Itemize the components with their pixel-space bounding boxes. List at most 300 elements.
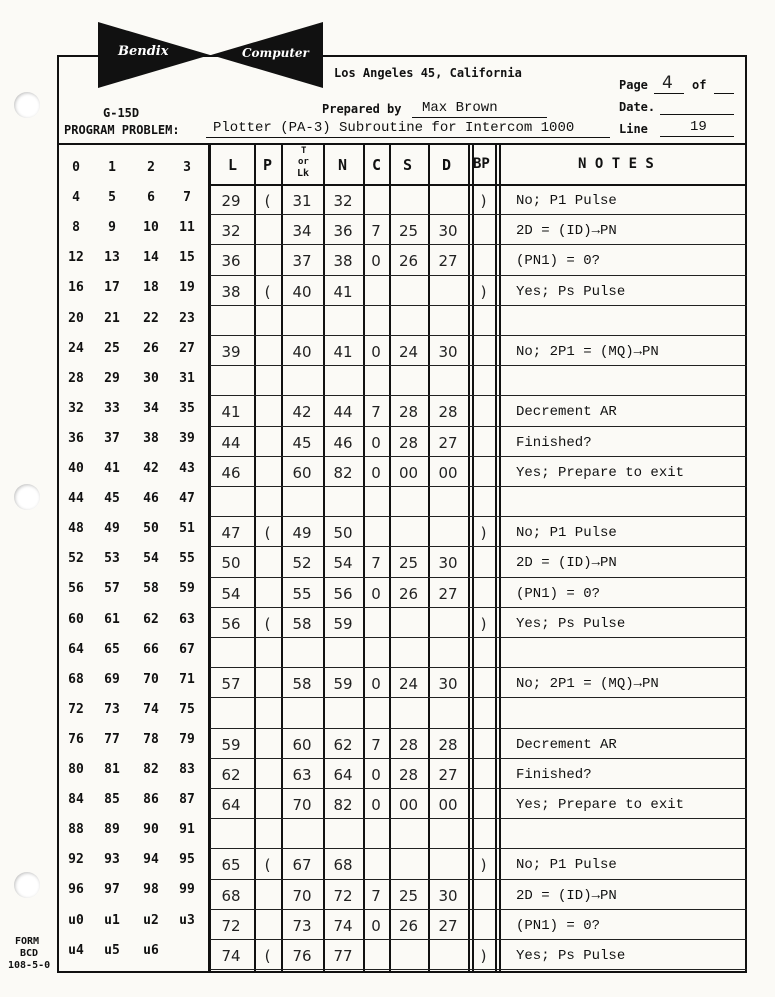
col-header-c: C <box>372 156 382 174</box>
table-cell-n: 36 <box>333 222 353 241</box>
table-cell-c: 0 <box>371 463 381 482</box>
table-cell-t: 63 <box>292 765 312 784</box>
table-cell-c: 0 <box>371 675 381 694</box>
word-number: 91 <box>179 822 195 838</box>
table-cell-l: 36 <box>221 252 241 271</box>
table-cell-c: 7 <box>371 735 381 754</box>
table-cell-d: 30 <box>438 886 458 905</box>
table-cell-bp: ) <box>480 282 487 301</box>
row-divider <box>210 818 747 819</box>
word-number: 51 <box>179 521 195 537</box>
col-header-t-top: T <box>301 146 307 156</box>
word-number: 1 <box>108 160 116 175</box>
table-cell-s: 26 <box>398 584 419 603</box>
word-number: 27 <box>179 340 195 356</box>
table-cell-n: 64 <box>333 765 353 784</box>
word-number: 72 <box>68 701 84 717</box>
word-number: 85 <box>104 792 120 808</box>
page-label: Page <box>619 78 648 92</box>
col-header-n: N <box>338 156 348 174</box>
table-cell-l: 38 <box>221 282 241 301</box>
word-number: 84 <box>68 792 84 808</box>
program-problem-label: PROGRAM PROBLEM: <box>64 123 180 137</box>
word-number: u6 <box>143 942 159 958</box>
table-cell-n: 82 <box>333 463 353 482</box>
row-divider <box>210 426 747 427</box>
word-number: 4 <box>72 190 80 206</box>
row-divider <box>210 244 747 245</box>
word-number: u1 <box>104 912 120 928</box>
table-note: 2D = (ID)→PN <box>516 887 617 904</box>
word-number: 38 <box>143 430 159 446</box>
table-cell-l: 62 <box>221 765 241 784</box>
table-cell-s: 25 <box>398 554 419 573</box>
table-cell-l: 72 <box>221 916 241 935</box>
word-number: 3 <box>183 160 191 175</box>
location: Los Angeles 45, California <box>334 66 522 80</box>
word-number: 50 <box>143 521 159 537</box>
table-cell-n: 68 <box>333 856 353 875</box>
word-number: u0 <box>68 912 84 928</box>
word-number: 14 <box>143 250 159 266</box>
word-number: 86 <box>143 792 159 808</box>
table-top-border <box>57 143 747 145</box>
word-number: 68 <box>68 671 84 687</box>
word-number: 17 <box>104 280 120 296</box>
word-number: 30 <box>143 370 159 386</box>
table-cell-d: 28 <box>438 735 458 754</box>
table-cell-p: ( <box>264 947 271 965</box>
table-note: Yes; Ps Pulse <box>516 948 626 964</box>
word-number: 80 <box>68 762 84 777</box>
table-cell-d: 27 <box>438 252 458 271</box>
word-number: 87 <box>179 792 195 808</box>
word-number: 21 <box>104 310 120 326</box>
word-number: 25 <box>104 340 120 356</box>
word-number: 58 <box>143 581 159 597</box>
word-number: 56 <box>68 581 84 597</box>
row-divider <box>210 848 747 849</box>
table-cell-c: 0 <box>371 916 381 935</box>
header-divider <box>210 184 747 186</box>
word-number: 49 <box>104 521 120 537</box>
table-cell-t: 60 <box>292 463 312 482</box>
line-label: Line <box>619 122 648 136</box>
form-code-line3: 108-5-0 <box>8 960 51 971</box>
table-note: Yes; Ps Pulse <box>516 283 626 300</box>
word-number: 65 <box>104 641 120 657</box>
word-number: 22 <box>143 310 159 326</box>
word-number: 94 <box>143 852 159 868</box>
table-cell-t: 34 <box>292 222 312 241</box>
table-cell-l: 39 <box>221 343 241 361</box>
word-number: 8 <box>72 220 80 236</box>
word-number: 47 <box>179 491 195 507</box>
table-cell-l: 57 <box>221 675 241 694</box>
table-cell-n: 77 <box>333 947 353 965</box>
word-number: 82 <box>143 762 159 777</box>
table-cell-l: 64 <box>221 796 241 814</box>
table-note: No; P1 Pulse <box>516 193 617 209</box>
row-divider <box>210 305 747 306</box>
word-number: 43 <box>179 461 195 476</box>
line-underline <box>660 136 734 137</box>
row-divider <box>210 637 747 638</box>
table-cell-t: 58 <box>292 675 312 694</box>
word-number: 16 <box>68 280 84 296</box>
table-cell-l: 29 <box>221 192 241 210</box>
table-cell-t: 70 <box>292 796 312 814</box>
word-number: 62 <box>143 611 159 627</box>
word-number: 35 <box>179 400 195 416</box>
table-cell-t: 52 <box>292 554 312 573</box>
table-cell-s: 25 <box>398 886 419 905</box>
word-number: 41 <box>104 461 120 476</box>
table-cell-l: 68 <box>221 886 241 905</box>
word-number: u2 <box>143 912 159 928</box>
table-cell-n: 82 <box>333 796 353 814</box>
table-cell-p: ( <box>264 192 271 210</box>
word-number: 92 <box>68 852 84 868</box>
table-cell-bp: ) <box>480 192 487 210</box>
table-cell-l: 59 <box>221 735 241 754</box>
word-number: 61 <box>104 611 120 627</box>
table-cell-s: 26 <box>398 916 419 935</box>
word-number: 76 <box>68 731 84 747</box>
table-cell-n: 56 <box>333 584 353 603</box>
table-cell-t: 31 <box>292 192 312 210</box>
word-number: 81 <box>104 762 120 777</box>
word-number: 40 <box>68 461 84 476</box>
table-cell-t: 42 <box>292 403 312 422</box>
word-number: 60 <box>68 611 84 627</box>
word-number: u4 <box>68 942 84 958</box>
word-number: 71 <box>179 671 195 687</box>
binder-hole-bottom <box>14 872 40 898</box>
table-cell-p: ( <box>264 524 271 543</box>
word-number: 59 <box>179 581 195 597</box>
line-value: 19 <box>690 119 707 135</box>
word-number: 15 <box>179 250 195 266</box>
table-cell-s: 28 <box>398 765 419 784</box>
of-underline <box>714 93 734 94</box>
word-number: 31 <box>179 370 195 386</box>
row-divider <box>210 395 747 396</box>
word-number: 73 <box>104 701 120 717</box>
table-cell-s: 00 <box>398 463 419 482</box>
form-code-line2: BCD <box>20 948 39 959</box>
program-problem-underline <box>206 137 610 138</box>
word-number: 75 <box>179 701 195 717</box>
table-cell-p: ( <box>264 856 271 875</box>
word-number: 99 <box>179 882 195 898</box>
table-cell-c: 0 <box>371 343 381 361</box>
table-cell-n: 62 <box>333 735 353 754</box>
word-number: 19 <box>179 280 195 296</box>
table-note: No; 2P1 = (MQ)→PN <box>516 344 659 360</box>
brand-right: Computer <box>242 46 309 60</box>
row-divider <box>210 758 747 759</box>
date-label: Date. <box>619 100 656 114</box>
table-note: Finished? <box>516 434 592 451</box>
table-cell-n: 38 <box>333 252 353 271</box>
table-note: Yes; Prepare to exit <box>516 797 685 813</box>
table-cell-s: 28 <box>398 403 419 422</box>
table-cell-c: 0 <box>371 433 381 452</box>
table-cell-n: 59 <box>333 675 353 694</box>
table-note: (PN1) = 0? <box>516 253 601 270</box>
table-note: No; P1 Pulse <box>516 525 617 542</box>
word-number: 29 <box>104 370 120 386</box>
col-header-s: S <box>403 156 413 174</box>
word-number: 95 <box>179 852 195 868</box>
row-divider <box>210 697 747 698</box>
table-cell-d: 30 <box>438 343 458 361</box>
table-cell-d: 00 <box>438 796 458 814</box>
table-cell-c: 7 <box>371 222 381 241</box>
word-number: 98 <box>143 882 159 898</box>
row-divider <box>210 365 747 366</box>
word-number: 44 <box>68 491 84 507</box>
col-header-d: D <box>442 156 452 174</box>
table-note: Decrement AR <box>516 736 617 753</box>
table-cell-n: 46 <box>333 433 353 452</box>
word-number: 0 <box>72 160 80 175</box>
row-divider <box>210 788 747 789</box>
word-number: 10 <box>143 220 159 236</box>
table-note: Decrement AR <box>516 404 617 421</box>
table-note: No; P1 Pulse <box>516 857 617 874</box>
col-header-notes: N O T E S <box>578 156 654 172</box>
table-cell-n: 41 <box>333 282 353 301</box>
word-number: 66 <box>143 641 159 657</box>
table-cell-bp: ) <box>480 524 487 543</box>
word-number: 69 <box>104 671 120 687</box>
table-cell-c: 0 <box>371 584 381 603</box>
table-cell-c: 0 <box>371 796 381 814</box>
prepared-by-value: Max Brown <box>422 100 498 116</box>
word-number: 64 <box>68 641 84 657</box>
row-divider <box>210 728 747 729</box>
table-cell-n: 32 <box>333 192 353 210</box>
table-cell-t: 55 <box>292 584 312 603</box>
word-number: 9 <box>108 220 116 236</box>
table-cell-t: 40 <box>292 282 312 301</box>
table-cell-n: 54 <box>333 554 353 573</box>
table-note: No; 2P1 = (MQ)→PN <box>516 676 659 693</box>
word-number: 24 <box>68 340 84 356</box>
word-number: 2 <box>147 160 155 175</box>
word-number: 42 <box>143 461 159 476</box>
table-cell-d: 30 <box>438 554 458 573</box>
row-divider <box>210 456 747 457</box>
table-cell-t: 37 <box>292 252 312 271</box>
word-number: 48 <box>68 521 84 537</box>
word-number: 13 <box>104 250 120 266</box>
table-cell-c: 7 <box>371 554 381 573</box>
of-label: of <box>692 78 707 92</box>
col-header-p: P <box>263 156 273 174</box>
word-number: 53 <box>104 551 120 567</box>
row-divider <box>210 516 747 517</box>
word-number: 96 <box>68 882 84 898</box>
prepared-by-underline <box>412 117 547 118</box>
table-cell-p: ( <box>264 282 271 301</box>
table-cell-n: 72 <box>333 886 353 905</box>
table-cell-s: 24 <box>398 675 419 694</box>
table-cell-d: 27 <box>438 584 458 603</box>
table-cell-c: 7 <box>371 886 381 905</box>
table-cell-l: 44 <box>221 433 241 452</box>
word-number: 93 <box>104 852 120 868</box>
table-cell-c: 0 <box>371 765 381 784</box>
table-cell-l: 46 <box>221 463 241 482</box>
word-number: 32 <box>68 400 84 416</box>
word-number: 33 <box>104 400 120 416</box>
table-cell-t: 70 <box>292 886 312 905</box>
table-note: Yes; Prepare to exit <box>516 464 685 481</box>
word-number: 20 <box>68 310 84 326</box>
table-cell-d: 30 <box>438 675 458 694</box>
row-divider <box>210 879 747 880</box>
table-cell-d: 27 <box>438 433 458 452</box>
table-note: 2D = (ID)→PN <box>516 223 617 240</box>
table-note: Yes; Ps Pulse <box>516 615 626 632</box>
table-cell-l: 47 <box>221 524 241 543</box>
table-cell-l: 65 <box>221 856 241 875</box>
prepared-by-label: Prepared by <box>322 102 402 116</box>
table-note: (PN1) = 0? <box>516 585 601 602</box>
table-cell-bp: ) <box>480 856 487 875</box>
word-number: 79 <box>179 731 195 747</box>
word-number: u3 <box>179 912 195 928</box>
row-divider <box>210 546 747 547</box>
word-number: u5 <box>104 942 120 958</box>
col-header-t-bot: Lk <box>297 168 310 179</box>
form-code-line1: FORM <box>15 936 40 947</box>
row-divider <box>210 969 747 970</box>
table-cell-bp: ) <box>480 947 487 965</box>
col-header-l: L <box>228 156 238 174</box>
word-number: 54 <box>143 551 159 567</box>
table-cell-s: 28 <box>398 433 419 452</box>
table-cell-d: 28 <box>438 403 458 422</box>
word-number: 74 <box>143 701 159 717</box>
table-cell-t: 67 <box>292 856 312 875</box>
table-cell-l: 41 <box>221 403 241 422</box>
col-header-t-mid: or <box>298 157 309 167</box>
row-divider <box>210 577 747 578</box>
table-cell-d: 30 <box>438 222 458 241</box>
word-number: 39 <box>179 430 195 446</box>
word-number: 18 <box>143 280 159 296</box>
table-cell-l: 32 <box>221 222 241 241</box>
program-problem-value: Plotter (PA-3) Subroutine for Intercom 1000 <box>213 120 575 136</box>
word-number: 55 <box>179 551 195 567</box>
table-cell-l: 74 <box>221 947 241 965</box>
word-number: 5 <box>108 190 116 206</box>
word-number: 83 <box>179 762 195 777</box>
table-cell-s: 26 <box>398 252 419 271</box>
table-note: 2D = (ID)→PN <box>516 555 617 572</box>
word-number: 26 <box>143 340 159 356</box>
table-cell-s: 28 <box>398 735 419 754</box>
table-cell-bp: ) <box>480 614 487 633</box>
table-cell-p: ( <box>264 614 271 633</box>
word-number: 63 <box>179 611 195 627</box>
table-note: Finished? <box>516 766 592 783</box>
page-value: 4 <box>662 73 673 93</box>
word-number: 78 <box>143 731 159 747</box>
table-cell-s: 24 <box>398 343 419 361</box>
table-cell-n: 59 <box>333 614 353 633</box>
table-cell-s: 25 <box>398 222 419 241</box>
row-divider <box>210 275 747 276</box>
word-number: 97 <box>104 882 120 898</box>
table-cell-c: 0 <box>371 252 381 271</box>
word-number: 70 <box>143 671 159 687</box>
row-divider <box>210 486 747 487</box>
row-divider <box>210 667 747 668</box>
table-cell-l: 56 <box>221 614 241 633</box>
word-number: 12 <box>68 250 84 266</box>
table-cell-t: 73 <box>292 916 312 935</box>
date-underline <box>660 114 734 115</box>
table-cell-l: 54 <box>221 584 241 603</box>
binder-hole-middle <box>14 484 40 510</box>
row-divider <box>210 214 747 215</box>
word-number: 67 <box>179 641 195 657</box>
row-divider <box>210 939 747 940</box>
table-cell-n: 44 <box>333 403 353 422</box>
word-number: 11 <box>179 220 195 236</box>
word-number: 36 <box>68 430 84 446</box>
word-number: 23 <box>179 310 195 326</box>
word-number: 88 <box>68 822 84 838</box>
table-cell-t: 60 <box>292 735 312 754</box>
machine-model: G-15D <box>103 106 140 120</box>
table-cell-t: 58 <box>292 614 312 633</box>
word-number: 90 <box>143 822 159 838</box>
table-cell-d: 00 <box>438 463 458 482</box>
table-cell-t: 49 <box>292 524 312 543</box>
table-cell-t: 76 <box>292 947 312 965</box>
table-cell-c: 7 <box>371 403 381 422</box>
word-number: 57 <box>104 581 120 597</box>
table-cell-n: 50 <box>333 524 353 543</box>
page-underline <box>654 93 684 94</box>
brand-left: Bendix <box>118 44 169 59</box>
table-cell-s: 00 <box>398 796 419 814</box>
table-cell-d: 27 <box>438 916 458 935</box>
word-number: 52 <box>68 551 84 567</box>
table-note: (PN1) = 0? <box>516 917 601 934</box>
word-number: 45 <box>104 491 120 507</box>
row-divider <box>210 607 747 608</box>
table-cell-n: 74 <box>333 916 353 935</box>
table-cell-n: 41 <box>333 343 353 361</box>
word-number: 77 <box>104 731 120 747</box>
row-divider <box>210 335 747 336</box>
word-number: 28 <box>68 370 84 386</box>
word-number: 6 <box>147 190 155 206</box>
row-divider <box>210 909 747 910</box>
word-number: 7 <box>183 190 191 206</box>
table-cell-l: 50 <box>221 554 241 573</box>
col-header-bp: BP <box>473 156 490 172</box>
word-number: 34 <box>143 400 159 416</box>
word-number: 89 <box>104 822 120 838</box>
